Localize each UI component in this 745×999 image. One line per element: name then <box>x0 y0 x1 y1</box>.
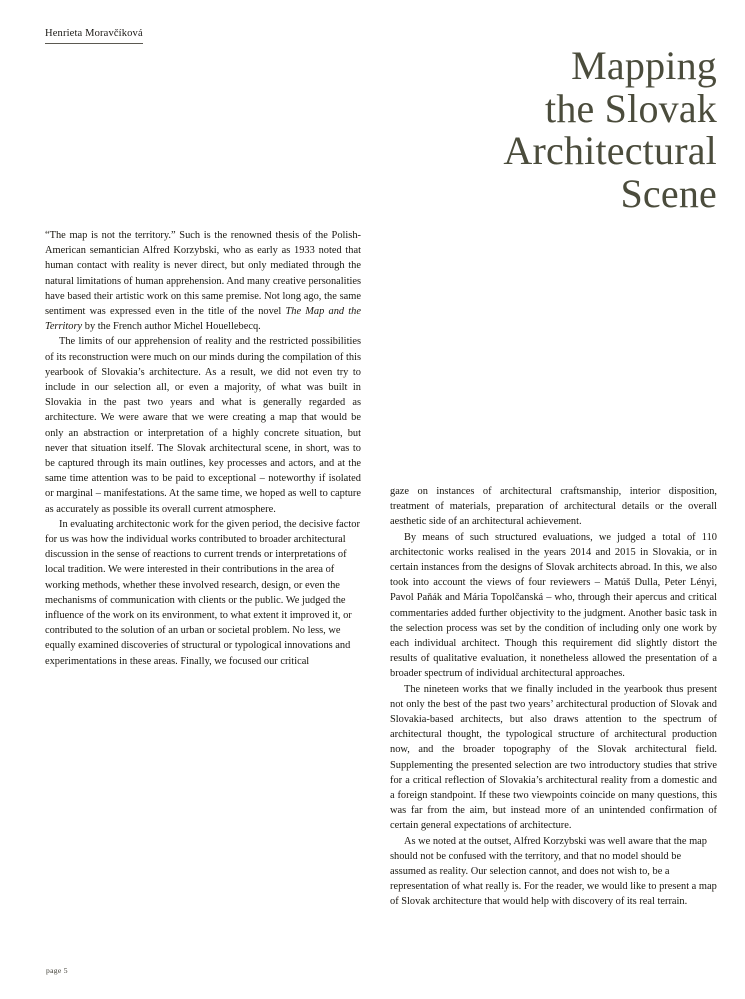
paragraph: In evaluating architectonic work for the given period, the decisive factor for us was how the individual works contributed to broader architectural discussion in the sense of reactions to current trends or interpretations of local tradition. We were interested in their contributions in the area of working methods, whether these involved research, design, or even the mechanisms of communication with clients or the public. We judged the influence of the work on its environment, to what extent it improved it, or contributed to the solution of an urban or societal problem. No less, we equally examined discoveries of structural or typological innovations and experimentations in these areas. Finally, we focused our critical <box>45 518 360 667</box>
paragraph: The limits of our apprehension of reality and the restricted possibilities of its reconstruction were much on our minds during the compilation of this yearbook of Slovakia’s architecture. As a result, we did not even try to include in our selection all, or even a majority, of what was built in Slovakia in the past two years and what is generally regarded as architecture. We were aware that we were creating a map that would be only an abstraction or interpretation of a highly concrete situation, but never that situation itself. The Slovak architectural scene, in short, was to be captured through its main outlines, key processes and actors, and at the same time attention was to be paid to exceptional – noteworthy if isolated or marginal – manifestations. At the same time, we hoped as well to capture as accurately as possible its overall current atmosphere. <box>45 336 361 515</box>
body-column-right <box>390 484 717 910</box>
title-line-4: Scene <box>620 171 717 217</box>
paragraph <box>45 228 361 334</box>
paragraph: The nineteen works that we finally included in the yearbook thus present not only the best of the past two years’ architectural production of Slovak and Slovakia-based architects, but also draws attention to the spectrum of architectural thought, the typological structure of architectural production now, and the broader topography of the Slovak architectural field. Supplementing the presented selection are two introductory studies that strive for a critical reflection of Slovakia’s architectural reality from a domestic and a foreign standpoint. If these two viewpoints coincide on many questions, this was far from the aim, but instead more of an unintended confirmation of certain general expectations of architecture. <box>390 683 717 832</box>
book-title-italic: The Map and the Territory <box>45 306 361 333</box>
author-byline: Henrieta Moravčíková <box>45 28 143 44</box>
title-line-3: Architectural <box>503 128 717 174</box>
page-number: page 5 <box>46 966 68 975</box>
title-line-1: Mapping <box>571 42 717 88</box>
title-line-2: the Slovak <box>545 85 717 131</box>
page-title <box>297 42 717 217</box>
body-column-left <box>45 228 361 669</box>
paragraph: gaze on instances of architectural craftsmanship, interior disposition, treatment of materials, preparation of architectural details or the overall aesthetic side of an architectural achievement. <box>390 486 717 528</box>
paragraph: As we noted at the outset, Alfred Korzybski was well aware that the map should not be confused with the territory, and that no model should be assumed as reality. Our selection cannot, and does not wish to, be a representation of what really is. For the reader, we would like to present a map of Slovak architecture that would help with discovery of its real terrain. <box>390 835 717 908</box>
paragraph-text-tail: by the French author Michel Houellebecq. <box>82 321 261 333</box>
paragraph-text: “The map is not the territory.” Such is the renowned thesis of the Polish-American semantician Alfred Korzybski, who as early as 1933 noted that human contact with reality is never direct, but only mediated through the natural limitations of human apprehension. And many creative personalities have based their artistic work on this same premise. Not long ago, the same sentiment was expressed even in the title of the novel <box>45 230 361 318</box>
paragraph: By means of such structured evaluations, we judged a total of 110 architectonic works realised in the years 2014 and 2015 in Slovakia, or in certain instances from the designs of Slovak architects abroad. In this, we also took into account the views of four reviewers – Matúš Dulla, Peter Lényi, Pavol Paňák and Mária Topolčanská – who, through their apercus and critical commentaries added further objectivity to the judgment. Another basic task in the selection process was set by the condition of including only one work by each individual architect. Though this requirement did slightly distort the results of qualitative evaluation, it nonetheless allowed the presentation of a broader spectrum of individual architectural approaches. <box>390 531 717 680</box>
